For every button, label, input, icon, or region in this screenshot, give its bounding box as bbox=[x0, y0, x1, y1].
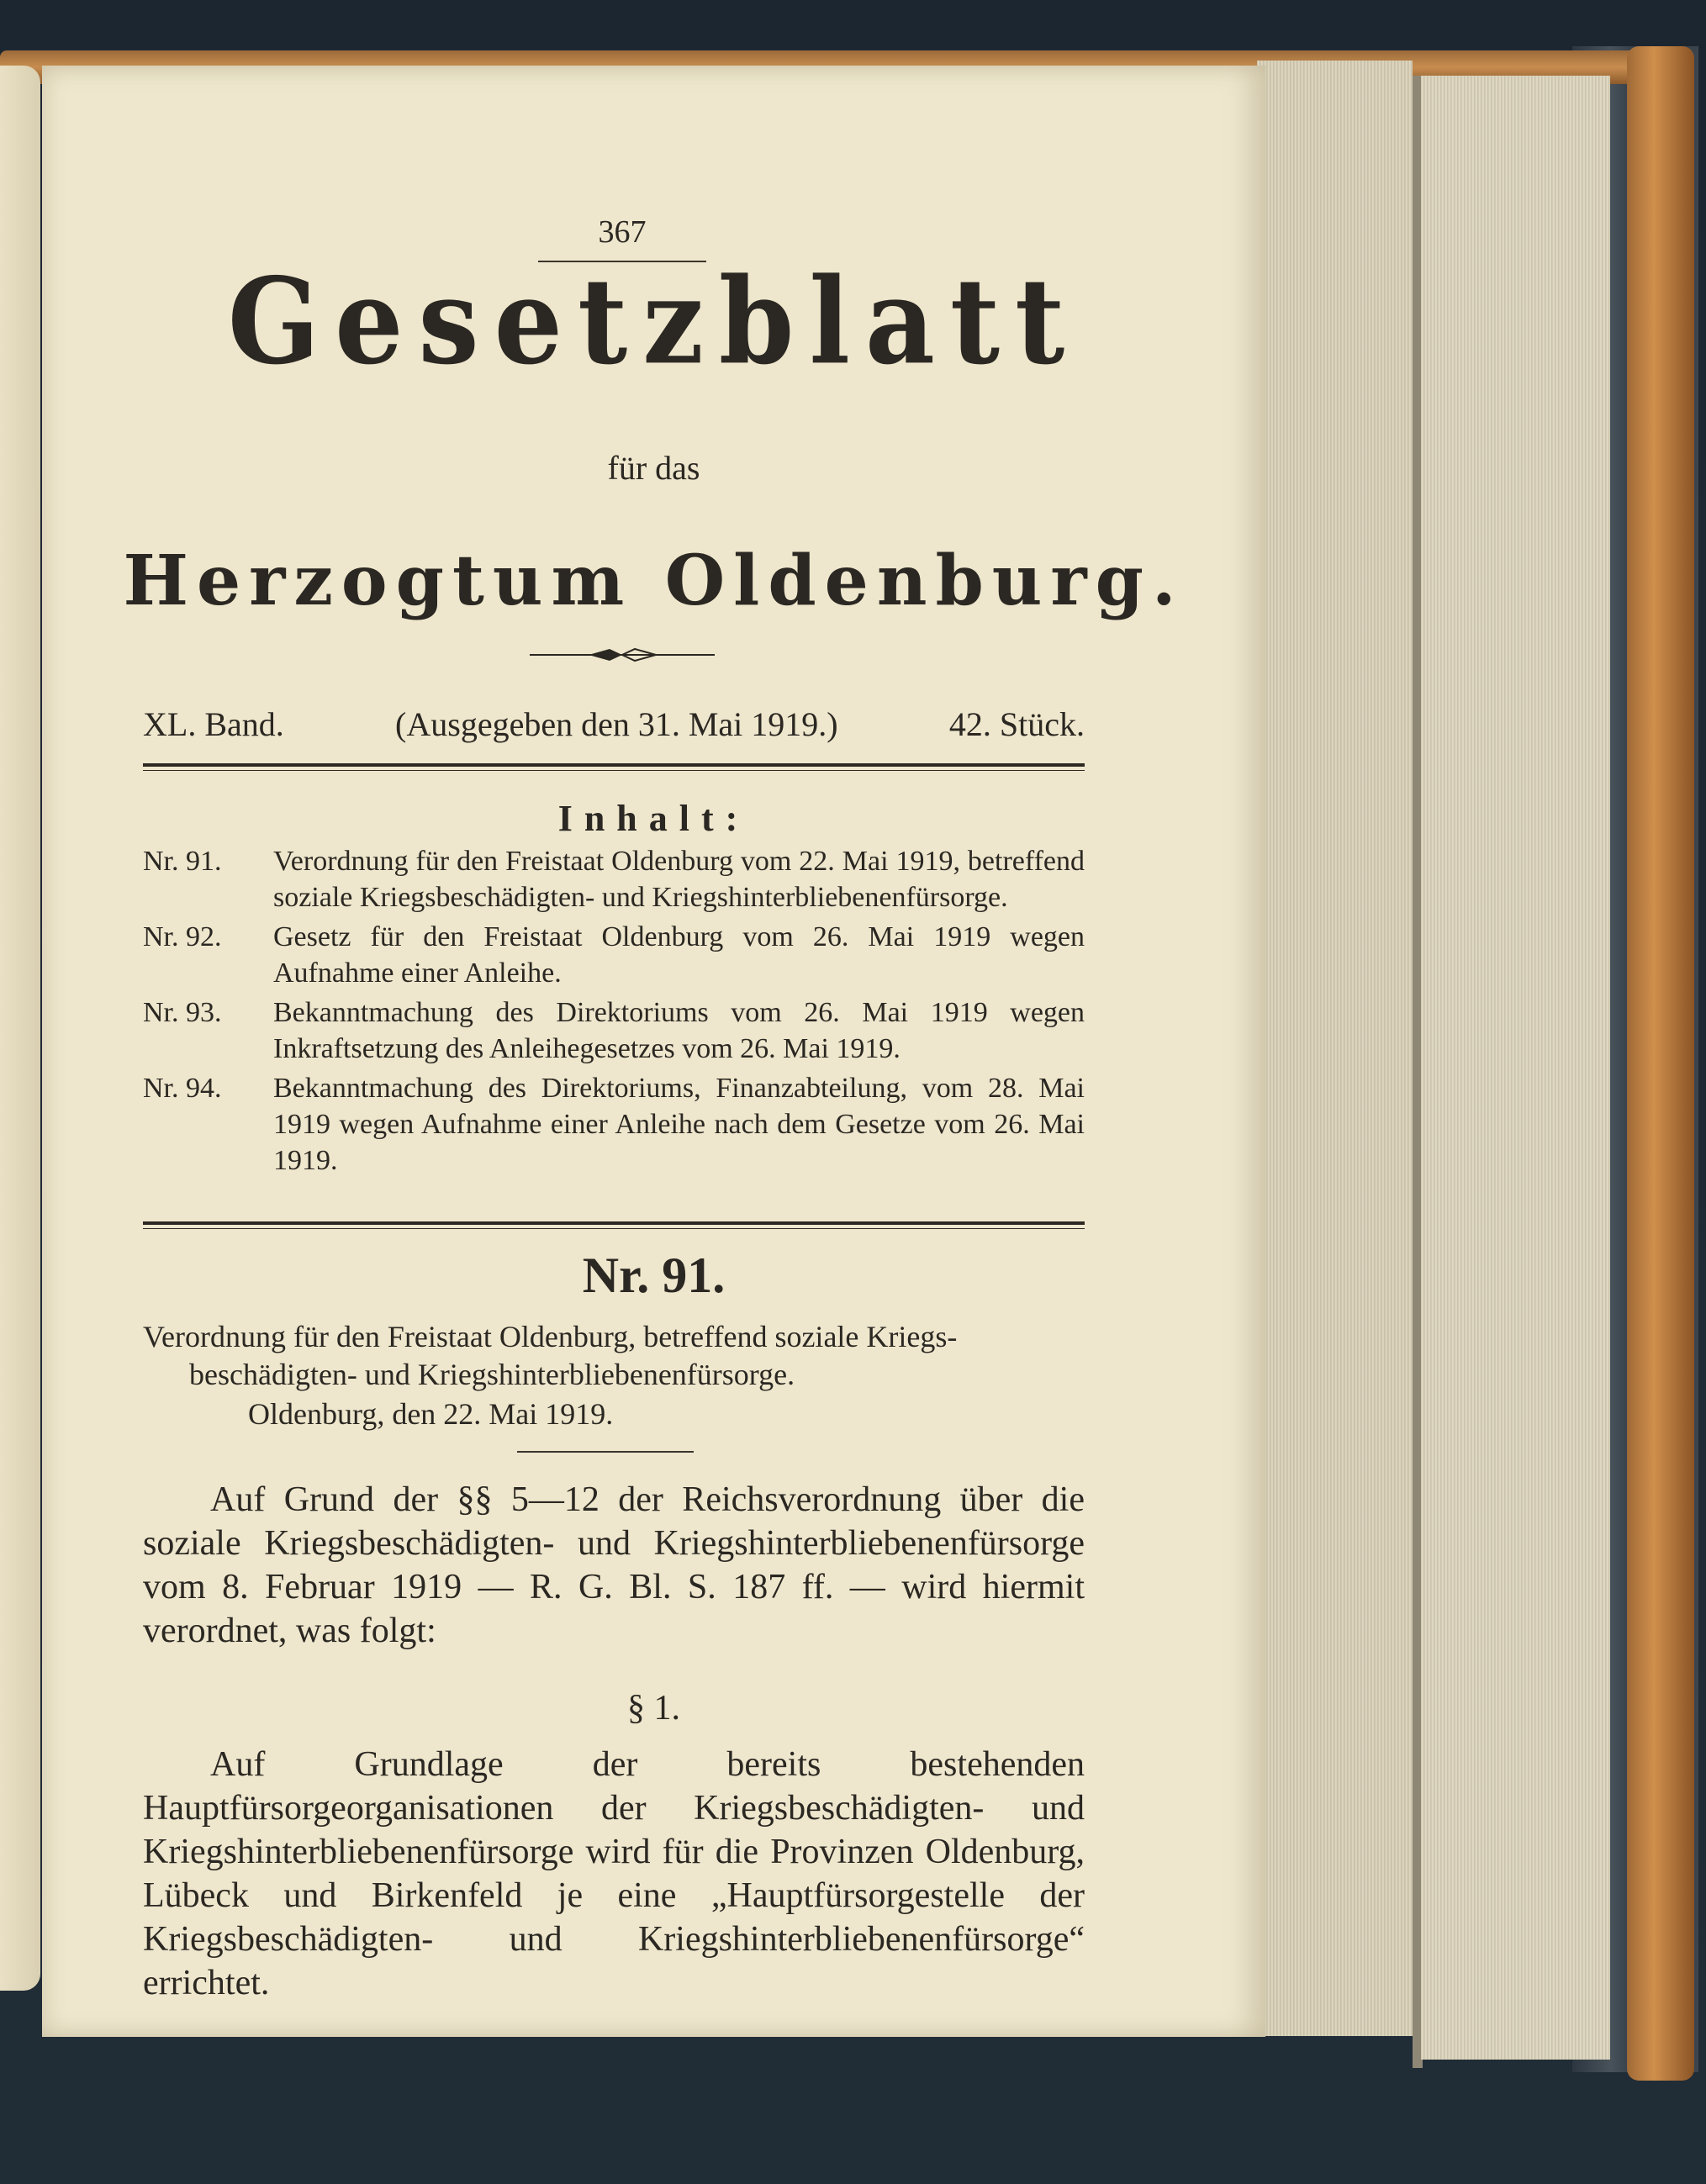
toc-text: Verordnung für den Freistaat Oldenburg vom 22. Mai 1919, betreffend soziale Kriegsbeschädigten- und Kriegshinterbliebenenfürsorge. bbox=[273, 846, 1085, 913]
toc-number: Nr. 94. bbox=[143, 1073, 222, 1104]
volume-label: XL. Band. bbox=[143, 705, 284, 743]
header-double-rule bbox=[143, 763, 1085, 767]
toc-number: Nr. 93. bbox=[143, 997, 222, 1028]
place-date: Oldenburg, den 22. Mai 1919. bbox=[248, 1397, 614, 1431]
page-block-edges bbox=[1257, 61, 1413, 2036]
list-item bbox=[143, 919, 1085, 991]
section-title-line: Verordnung für den Freistaat Oldenburg, betreffend soziale Kriegs- bbox=[143, 1320, 958, 1353]
section-title bbox=[143, 1318, 1085, 1394]
book-spine-leather-right bbox=[1627, 46, 1694, 2081]
page-number: 367 bbox=[598, 214, 647, 250]
list-item bbox=[143, 994, 1085, 1067]
document-page bbox=[42, 66, 1265, 2037]
gazette-title: Gesetzblatt bbox=[227, 252, 1080, 392]
gazette-subtitle: Herzogtum Oldenburg. bbox=[123, 541, 1185, 621]
list-item bbox=[143, 1070, 1085, 1179]
toc-text: Bekanntmachung des Direktoriums, Finanzabteilung, vom 28. Mai 1919 wegen Aufnahme einer Anleihe nach dem Gesetze vom 26. Mai 1919. bbox=[273, 1073, 1085, 1176]
contents-double-rule bbox=[143, 1221, 1085, 1225]
toc-text: Gesetz für den Freistaat Oldenburg vom 26. Mai 1919 wegen Aufnahme einer Anleihe. bbox=[273, 921, 1085, 989]
paragraph-1: Auf Grundlage der bereits bestehenden Hauptfürsorgeorganisationen der Kriegsbeschädigten- und Kriegshinterbliebenenfürsorge wird für die Provinzen Oldenburg, Lübeck und Birkenfeld je eine „Hauptfürsorgestelle der Kriegsbeschädigten- und Kriegshinterbliebenenfürsorge“ errichtet. bbox=[143, 1745, 1085, 2002]
issue-header bbox=[143, 704, 1085, 744]
left-page-edge bbox=[0, 66, 40, 1991]
issue-date: (Ausgegeben den 31. Mai 1919.) bbox=[395, 705, 838, 743]
piece-number: 42. Stück. bbox=[948, 705, 1085, 743]
toc-number: Nr. 91. bbox=[143, 846, 222, 877]
page-block-edges-back bbox=[1421, 76, 1610, 2060]
toc-number: Nr. 92. bbox=[143, 921, 222, 952]
toc-text: Bekanntmachung des Direktoriums vom 26. Mai 1919 wegen Inkraftsetzung des Anleihegesetzes vom 26. Mai 1919. bbox=[273, 997, 1085, 1064]
ornament-divider bbox=[530, 646, 715, 664]
table-of-contents bbox=[143, 843, 1085, 1182]
section-rule bbox=[517, 1451, 694, 1453]
title-connector: für das bbox=[607, 449, 700, 487]
section-title-line: beschädigten- und Kriegshinterbliebenenfürsorge. bbox=[189, 1358, 795, 1391]
section-heading: Nr. 91. bbox=[582, 1248, 726, 1303]
preamble-paragraph: Auf Grund der §§ 5—12 der Reichsverordnung über die soziale Kriegsbeschädigten- und Kriegshinterbliebenenfürsorge vom 8. Februar 1919 — R. G. Bl. S. 187 ff. — wird hiermit verordnet, was folgt: bbox=[143, 1480, 1085, 1650]
paragraph-sign: § 1. bbox=[627, 1689, 680, 1728]
list-item bbox=[143, 843, 1085, 915]
contents-heading: Inhalt: bbox=[557, 798, 750, 839]
